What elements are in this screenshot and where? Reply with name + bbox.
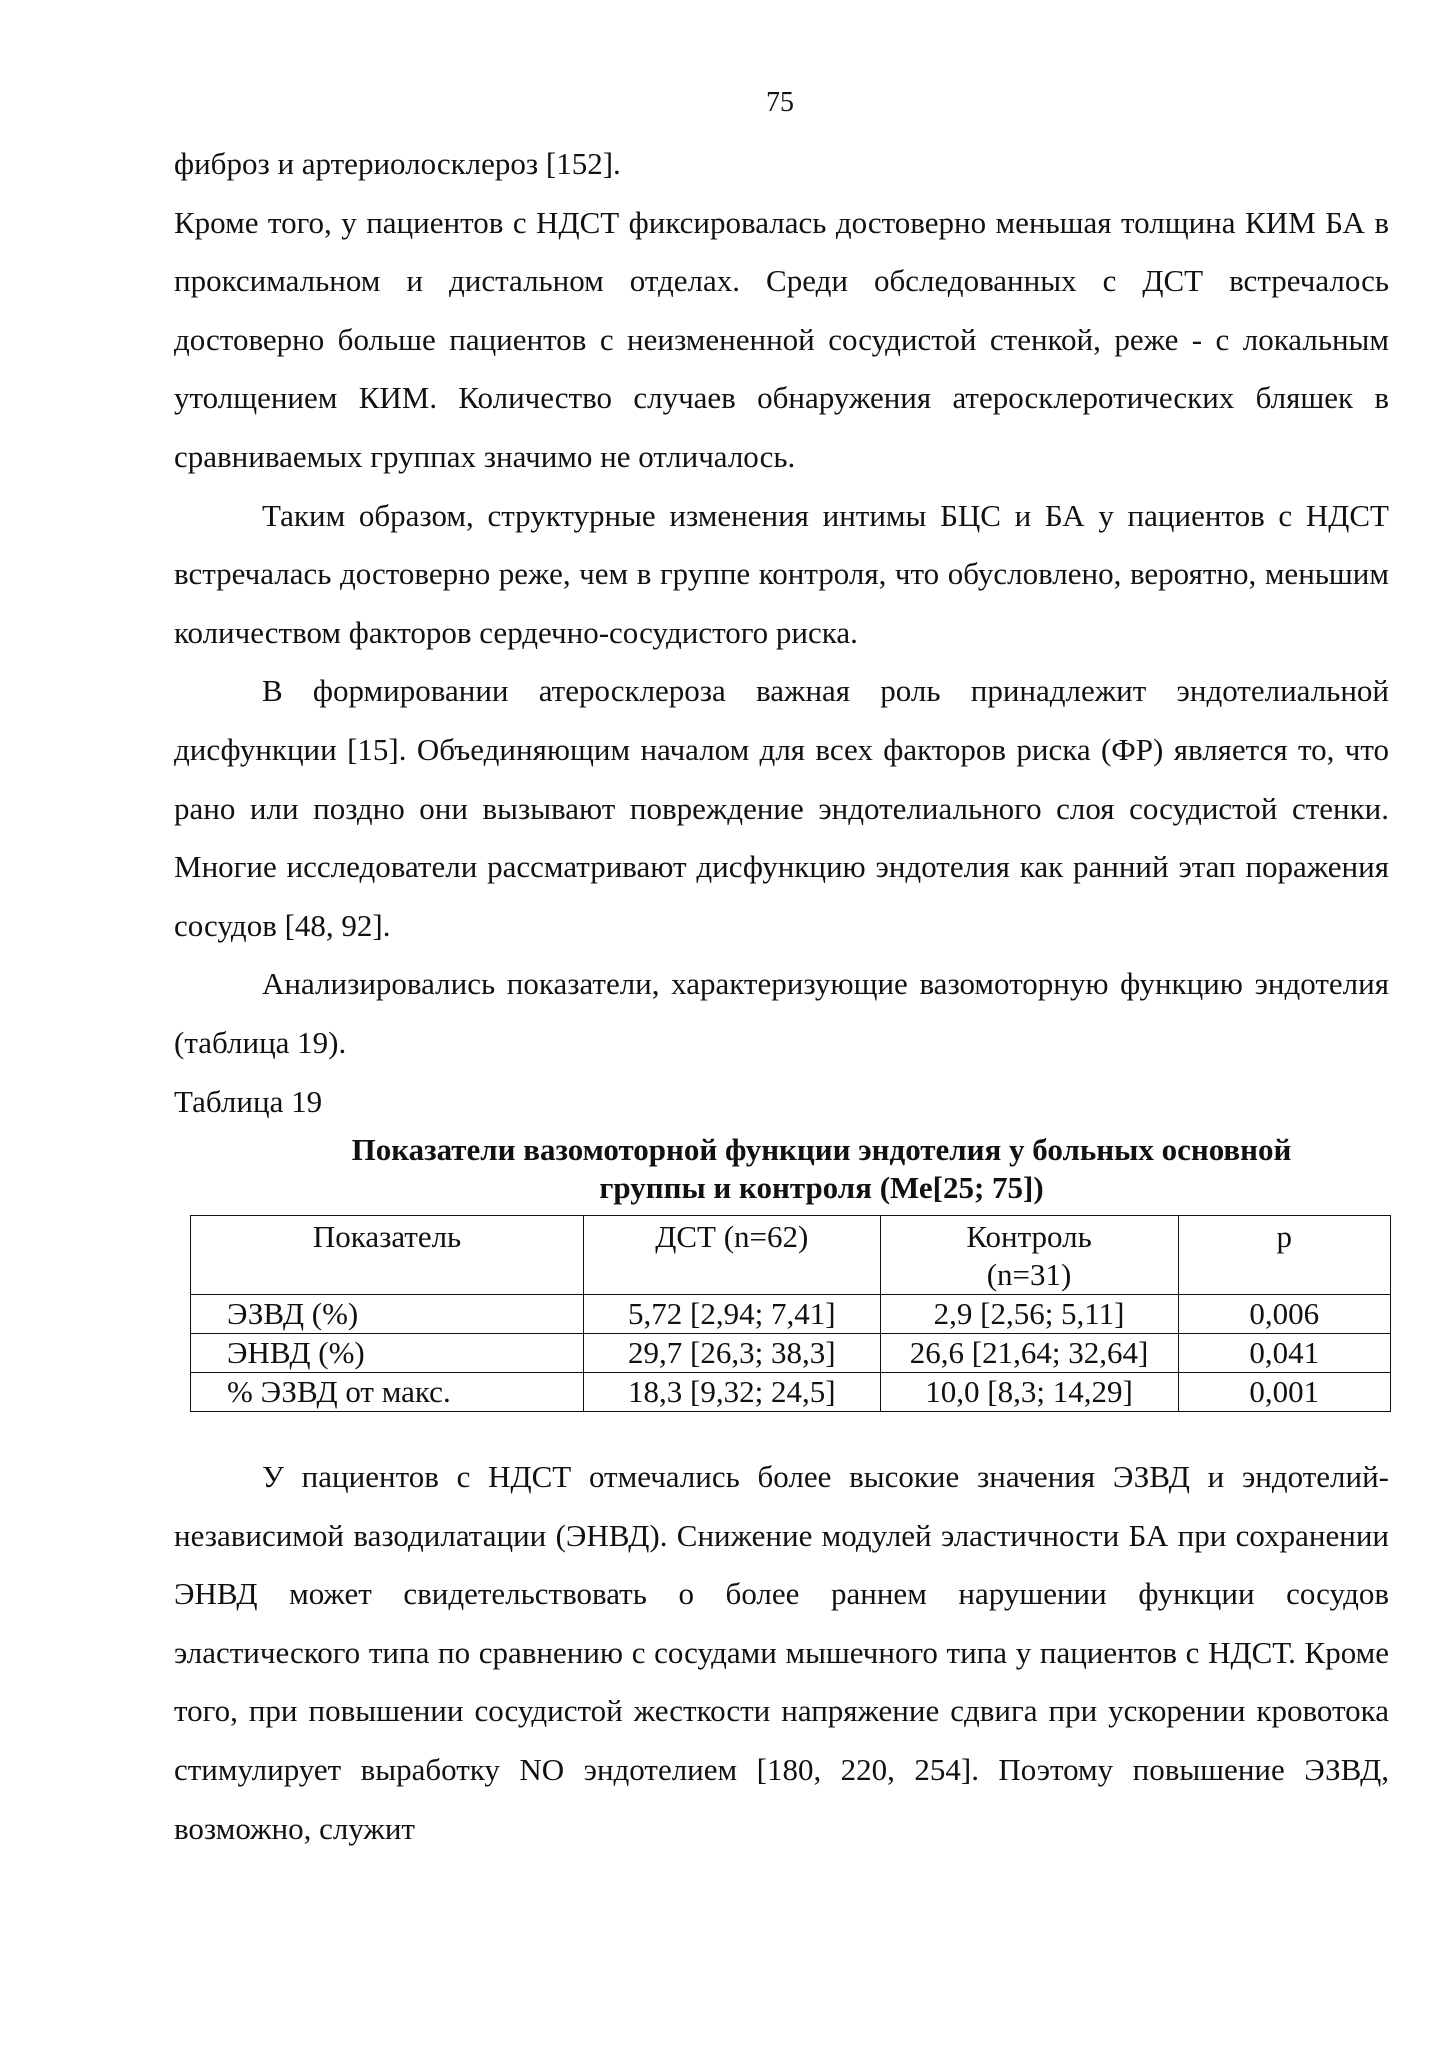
cell-p: 0,001	[1178, 1373, 1390, 1412]
table-row	[191, 1373, 1391, 1412]
results-table	[190, 1215, 1391, 1412]
header-p: р	[1178, 1216, 1390, 1295]
header-dst: ДСТ (n=62)	[584, 1216, 880, 1295]
cell-indicator: ЭНВД (%)	[191, 1334, 584, 1373]
cell-dst: 18,3 [9,32; 24,5]	[584, 1373, 880, 1412]
cell-dst: 29,7 [26,3; 38,3]	[584, 1334, 880, 1373]
table-title-line: Показатели вазомоторной функции эндотелия у больных основной	[351, 1132, 1292, 1168]
paragraph: Таким образом, структурные изменения интимы БЦС и БА у пациентов с НДСТ встречалась достоверно реже, чем в группе контроля, что обусловлено, вероятно, меньшим количеством факторов сердечно-сосудистого риска.	[174, 497, 1389, 650]
table-header-row	[191, 1216, 1391, 1295]
paragraph: Анализировались показатели, характеризующие вазомоторную функцию эндотелия (таблица 19).	[174, 966, 1389, 1060]
cell-indicator: ЭЗВД (%)	[191, 1295, 584, 1334]
text-after-table	[174, 1448, 1389, 1858]
page-body	[174, 135, 1389, 1858]
cell-dst: 5,72 [2,94; 7,41]	[584, 1295, 880, 1334]
cell-p: 0,041	[1178, 1334, 1390, 1373]
table-row	[191, 1334, 1391, 1373]
cell-control: 2,9 [2,56; 5,11]	[880, 1295, 1178, 1334]
cell-control: 26,6 [21,64; 32,64]	[880, 1334, 1178, 1373]
table-title	[254, 1131, 1389, 1207]
cell-control: 10,0 [8,3; 14,29]	[880, 1373, 1178, 1412]
cell-p: 0,006	[1178, 1295, 1390, 1334]
table-label: Таблица 19	[174, 1083, 323, 1119]
header-indicator: Показатель	[191, 1216, 584, 1295]
table-title-line: группы и контроля (Ме[25; 75])	[599, 1170, 1044, 1206]
page-number: 75	[766, 87, 794, 118]
table-row	[191, 1295, 1391, 1334]
paragraph: Кроме того, у пациентов с НДСТ фиксировалась достоверно меньшая толщина КИМ БА в проксимальном и дистальном отделах. Среди обследованных с ДСТ встречалось достоверно больше пациентов с неизмененной сосудистой стенкой, реже - с локальным утолщением КИМ. Количество случаев обнаружения атеросклеротических бляшек в сравниваемых группах значимо не отличалось.	[174, 204, 1389, 474]
cell-indicator: % ЭЗВД от макс.	[191, 1373, 584, 1412]
paragraph: В формировании атеросклероза важная роль принадлежит эндотелиальной дисфункции [15]. Объединяющим началом для всех факторов риска (ФР) является то, что рано или поздно они вызывают повреждение эндотелиального слоя сосудистой стенки. Многие исследователи рассматривают дисфункцию эндотелия как ранний этап поражения сосудов [48, 92].	[174, 673, 1389, 943]
header-control-line: (n=31)	[986, 1257, 1072, 1293]
header-control	[880, 1216, 1178, 1295]
header-control-line: Контроль	[966, 1219, 1092, 1255]
paragraph: фиброз и артериолосклероз [152].	[174, 146, 621, 181]
paragraph: У пациентов с НДСТ отмечались более высокие значения ЭЗВД и эндотелий-независимой вазодилатации (ЭНВД). Снижение модулей эластичности БА при сохранении ЭНВД может свидетельствовать о более раннем нарушении функции сосудов эластического типа по сравнению с сосудами мышечного типа у пациентов с НДСТ. Кроме того, при повышении сосудистой жесткости напряжение сдвига при ускорении кровотока стимулирует выработку NO эндотелием [180, 220, 254]. Поэтому повышение ЭЗВД, возможно, служит	[174, 1459, 1389, 1846]
